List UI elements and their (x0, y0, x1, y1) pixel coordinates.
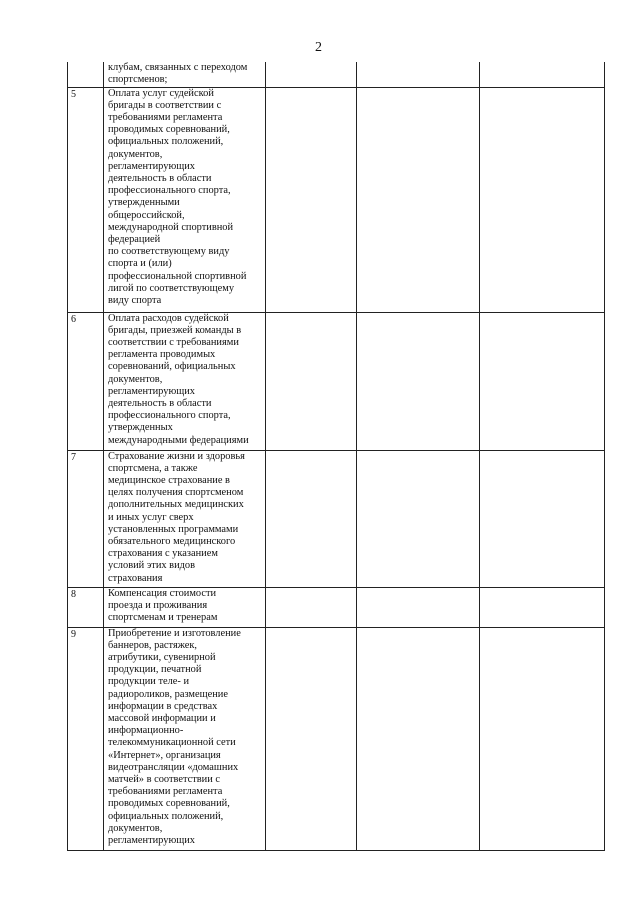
empty-cell (266, 587, 357, 627)
row-number: 7 (71, 451, 76, 463)
empty-cell (357, 627, 480, 850)
empty-cell (480, 450, 605, 587)
row-description: Оплата расходов судейской бригады, приезжей команды в соответствии с требованиями регламента проводимых соревнований, официальных документов, регламентирующих деятельность в области профессионального спорта, утвержденных международными федерациями (108, 312, 249, 446)
empty-cell (357, 87, 480, 312)
row-number-cell (68, 450, 104, 587)
description-cell (104, 62, 266, 87)
row-number (68, 62, 103, 63)
row-number-cell (68, 587, 104, 627)
empty-cell (480, 627, 605, 850)
table-row (68, 62, 605, 87)
description-cell (104, 587, 266, 627)
table-row (68, 312, 605, 450)
description-cell (104, 312, 266, 450)
row-number: 6 (71, 313, 76, 325)
table-row (68, 450, 605, 587)
description-cell (104, 87, 266, 312)
row-number: 8 (71, 588, 76, 600)
empty-cell (480, 87, 605, 312)
row-description: Оплата услуг судейской бригады в соответствии с требованиями регламента проводимых соревнований, официальных положений, документов, регламентирующих деятельность в области профессионального спорта, утвержденными общероссийской, международной спортивной федерацией по соответствующему виду спорта и (или) профессиональной спортивной лигой по соответствующему виду спорта (108, 87, 247, 306)
empty-cell (357, 312, 480, 450)
row-number-cell (68, 87, 104, 312)
row-number-cell (68, 62, 104, 87)
row-description: Приобретение и изготовление баннеров, растяжек, атрибутики, сувенирной продукции, печатной продукции теле- и радиороликов, размещение информации в средствах массовой информации и информационно- телекоммуникационной сети «Интернет», организация видеотрансляции «домашних матчей» в соответствии с требованиями регламента проводимых соревнований, официальных положений, документов, регламентирующих (108, 627, 241, 846)
table-row (68, 627, 605, 850)
empty-cell (357, 62, 480, 87)
empty-cell (266, 627, 357, 850)
empty-cell (266, 312, 357, 450)
description-cell (104, 450, 266, 587)
row-description: Компенсация стоимости проезда и проживания спортсменам и тренерам (108, 587, 218, 623)
row-description: Страхование жизни и здоровья спортсмена, а также медицинское страхование в целях получения спортсменом дополнительных медицинских и иных услуг сверх установленных программами обязательного медицинского страхования с указанием условий этих видов страхования (108, 450, 245, 584)
empty-cell (266, 87, 357, 312)
row-number: 5 (71, 88, 76, 100)
empty-cell (266, 62, 357, 87)
row-description: клубам, связанных с переходом спортсменов; (108, 62, 248, 86)
empty-cell (357, 587, 480, 627)
empty-cell (357, 450, 480, 587)
empty-cell (480, 62, 605, 87)
empty-cell (266, 450, 357, 587)
page-number: 2 (315, 40, 322, 55)
table-row (68, 87, 605, 312)
description-cell (104, 627, 266, 850)
row-number-cell (68, 312, 104, 450)
row-number-cell (68, 627, 104, 850)
row-number: 9 (71, 628, 76, 640)
expense-table (67, 62, 605, 851)
empty-cell (480, 312, 605, 450)
table-row (68, 587, 605, 627)
empty-cell (480, 587, 605, 627)
